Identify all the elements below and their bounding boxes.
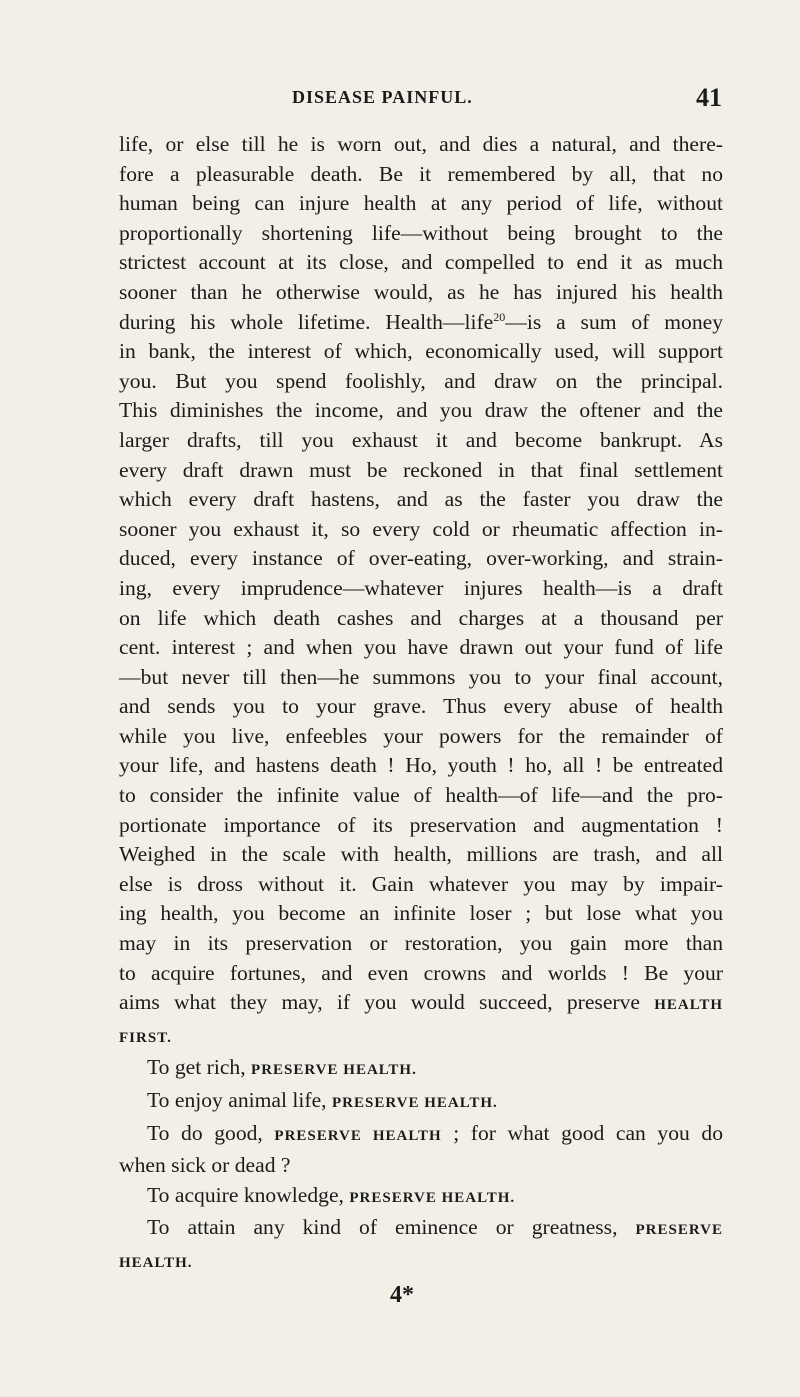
text-segment: during his whole lifetime. Health—life: [119, 309, 494, 334]
maxim-text: To get rich,: [147, 1055, 252, 1080]
small-caps-text: PRESERVE HEALTH.: [349, 1189, 516, 1206]
maxim-line: when sick or dead ?: [119, 1153, 291, 1178]
text-line: sooner you exhaust it, so every cold or rheumatic affection in-: [119, 516, 723, 541]
small-caps-text: HEALTH: [654, 997, 723, 1014]
signature-mark: 4*: [390, 1282, 414, 1308]
text-line: This diminishes the income, and you draw the oftener and the: [119, 398, 723, 423]
text-line: [119, 988, 723, 1021]
text-line: while you live, enfeebles your powers for the remainder of: [119, 723, 723, 748]
running-title: DISEASE PAINFUL.: [292, 87, 473, 107]
text-line: larger drafts, till you exhaust it and become bankrupt. As: [119, 427, 723, 452]
text-line: [119, 1021, 723, 1054]
text-line: —but never till then—he summons you to your final account,: [119, 664, 723, 689]
page-number: 41: [696, 83, 722, 112]
text-line: strictest account at its close, and compelled to end it as much: [119, 250, 723, 275]
text-line: to consider the infinite value of health—of life—and the pro-: [119, 783, 723, 808]
maxim-line: [119, 1053, 723, 1086]
text-line: may in its preservation or restoration, you gain more than: [119, 931, 723, 956]
maxim-line: [119, 1246, 723, 1279]
text-segment: aims what they may, if you would succeed, preserve: [119, 990, 640, 1015]
body-text: [119, 130, 723, 1279]
text-line: cent. interest ; and when you have drawn out your fund of life: [119, 635, 723, 660]
maxim-text: To do good,: [147, 1120, 275, 1145]
maxim-text: To acquire knowledge,: [147, 1182, 350, 1207]
small-caps-text: PRESERVE HEALTH: [274, 1127, 442, 1144]
maxim-line: [119, 1213, 723, 1246]
maxim-tail: ; for what good can you do: [441, 1120, 723, 1145]
maxim-line: [119, 1086, 723, 1119]
small-caps-text: HEALTH.: [119, 1254, 193, 1271]
text-line: life, or else till he is worn out, and dies a natural, and there-: [119, 132, 723, 156]
text-line: your life, and hastens death ! Ho, youth ! ho, all ! be entreated: [119, 753, 723, 778]
maxim-text: To attain any kind of eminence or greatness,: [147, 1215, 636, 1240]
text-line: and sends you to your grave. Thus every abuse of health: [119, 694, 723, 719]
text-line: else is dross without it. Gain whatever you may by impair-: [119, 871, 723, 896]
text-segment: —is a sum of money: [505, 309, 724, 334]
small-caps-text: PRESERVE HEALTH.: [251, 1062, 417, 1079]
text-line: every draft drawn must be reckoned in that final settlement: [119, 457, 723, 482]
text-line: ing, every imprudence—whatever injures health—is a draft: [119, 575, 723, 600]
maxim-text: To enjoy animal life,: [147, 1088, 332, 1112]
text-line: sooner than he otherwise would, as he has injured his health: [119, 279, 723, 304]
text-line: [119, 308, 723, 338]
small-caps-text: FIRST.: [119, 1029, 172, 1046]
text-line: fore a pleasurable death. Be it remembered by all, that no: [119, 161, 723, 186]
text-line: human being can injure health at any period of life, without: [119, 191, 723, 216]
text-line: portionate importance of its preservation and augmentation !: [119, 812, 723, 837]
maxim-line: [119, 1119, 723, 1152]
text-line: on life which death cashes and charges at a thousand per: [119, 605, 723, 630]
small-caps-text: PRESERVE HEALTH.: [331, 1095, 498, 1111]
text-line: Weighed in the scale with health, millions are trash, and all: [119, 842, 723, 867]
text-line: ing health, you become an infinite loser ; but lose what you: [119, 901, 723, 926]
text-line: to acquire fortunes, and even crowns and worlds ! Be your: [119, 960, 723, 985]
text-line: proportionally shortening life—without being brought to the: [119, 220, 723, 245]
running-head: [118, 83, 722, 119]
small-caps-text: PRESERVE: [635, 1222, 723, 1239]
footnote-marker: 20: [493, 309, 506, 324]
maxim-line: [119, 1181, 723, 1214]
text-line: in bank, the interest of which, economically used, will support: [119, 339, 723, 364]
text-line: duced, every instance of over-eating, over-working, and strain-: [119, 546, 723, 571]
text-line: which every draft hastens, and as the faster you draw the: [119, 487, 723, 512]
text-line: you. But you spend foolishly, and draw on the principal.: [119, 368, 723, 393]
